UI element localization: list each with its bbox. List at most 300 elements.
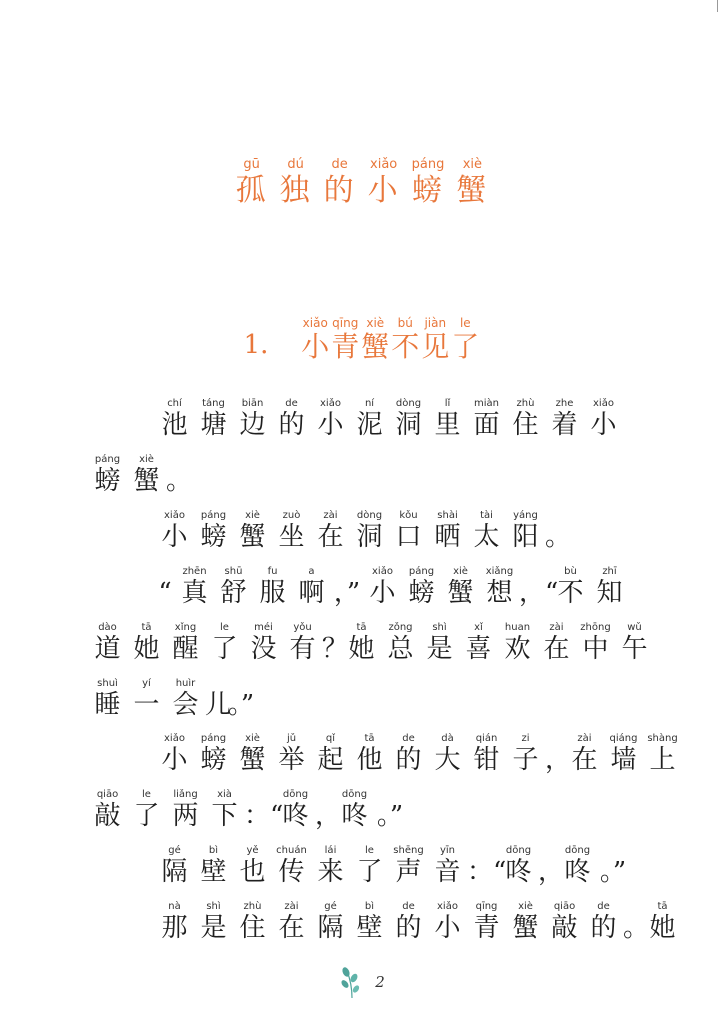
title-char	[368, 157, 400, 209]
hanzi: 蟹	[447, 578, 474, 608]
ruby-char	[350, 398, 389, 440]
ruby-char	[194, 733, 233, 775]
ruby-char	[467, 901, 506, 943]
hanzi: 敲	[94, 801, 121, 831]
pinyin: kǒu	[399, 510, 418, 521]
pinyin: xiǎo	[164, 510, 185, 521]
ruby-char	[155, 901, 194, 943]
hanzi: 螃	[94, 466, 121, 496]
hanzi: 青	[473, 913, 500, 943]
ruby-char	[576, 622, 615, 664]
pinyin: de	[597, 901, 610, 912]
pinyin: zhōng	[580, 622, 611, 633]
pinyin: dōng	[341, 789, 368, 800]
ruby-char	[272, 733, 311, 775]
pinyin: zuò	[282, 510, 301, 521]
pinyin: tā	[364, 733, 375, 744]
pinyin: qīng	[475, 901, 498, 912]
pinyin: dòng	[356, 510, 383, 521]
pinyin: chí	[167, 398, 182, 409]
ruby-char	[272, 901, 311, 943]
hanzi: 服	[259, 578, 286, 608]
hanzi: 会	[172, 690, 199, 720]
pinyin: le	[142, 789, 151, 800]
hanzi: 她	[348, 634, 375, 664]
hanzi: 小	[367, 173, 400, 208]
pinyin: jǔ	[286, 733, 297, 744]
hanzi: 来	[317, 857, 344, 887]
hanzi: 传	[278, 857, 305, 887]
ruby-char	[506, 510, 545, 552]
ruby-char	[175, 566, 214, 608]
title-char	[324, 157, 356, 209]
ruby-char	[584, 901, 623, 943]
ruby-char	[545, 901, 584, 943]
pinyin: de	[331, 157, 348, 172]
corner-mark	[717, 0, 718, 12]
pinyin: dōng	[282, 789, 309, 800]
punctuation: 。	[623, 913, 650, 943]
page-footer	[0, 965, 724, 999]
hanzi: 见	[421, 330, 450, 363]
ruby-char	[194, 845, 233, 887]
text-line	[155, 733, 682, 775]
title-char	[280, 157, 312, 209]
text-line	[88, 454, 193, 496]
punctuation: 。	[545, 522, 572, 552]
hanzi: 蟹	[361, 330, 390, 363]
ruby-char	[350, 901, 389, 943]
pinyin: shēng	[393, 845, 424, 856]
pinyin: zài	[284, 901, 299, 912]
ruby-char	[643, 733, 682, 775]
pinyin: xiè	[366, 316, 385, 330]
pinyin: huan	[504, 622, 531, 633]
hanzi: 住	[512, 410, 539, 440]
ruby-char	[499, 845, 538, 887]
pinyin: a	[308, 566, 315, 577]
title-char	[412, 157, 445, 209]
pinyin: bù	[564, 566, 577, 577]
pinyin: xiǎng	[485, 566, 514, 577]
ruby-char	[389, 733, 428, 775]
hanzi: 蟹	[133, 466, 160, 496]
pinyin: zhe	[555, 398, 574, 409]
ruby-char	[389, 398, 428, 440]
page-number: 2	[375, 973, 385, 991]
pinyin: shū	[224, 566, 243, 577]
ruby-char	[166, 678, 205, 720]
hanzi: 她	[133, 634, 160, 664]
hanzi: 下	[211, 801, 238, 831]
pinyin: xiè	[139, 454, 154, 465]
pinyin: dào	[98, 622, 117, 633]
ruby-char	[88, 454, 127, 496]
ruby-char	[381, 622, 420, 664]
ruby-char	[441, 566, 480, 608]
chapter-title-char	[331, 316, 359, 364]
hanzi: 洞	[395, 410, 422, 440]
ruby-char	[604, 733, 643, 775]
pinyin: zhī	[602, 566, 617, 577]
ruby-char	[253, 566, 292, 608]
ruby-char	[389, 901, 428, 943]
hanzi: 的	[323, 173, 356, 208]
pinyin: zi	[521, 733, 530, 744]
pinyin: bì	[208, 845, 219, 856]
hanzi: 啊	[298, 578, 325, 608]
ruby-char	[467, 398, 506, 440]
hanzi: 洞	[356, 522, 383, 552]
ruby-char	[127, 454, 166, 496]
hanzi: 她	[649, 913, 676, 943]
punctuation: 。”	[599, 857, 627, 887]
pinyin: xiǎo	[372, 566, 393, 577]
pinyin: biān	[241, 398, 264, 409]
ruby-char	[233, 845, 272, 887]
hanzi: 螃	[408, 578, 435, 608]
ruby-char	[389, 845, 428, 887]
ruby-char	[335, 789, 374, 831]
hanzi: 总	[387, 634, 414, 664]
ruby-char	[551, 566, 590, 608]
ruby-char	[342, 622, 381, 664]
chapter-title-char	[361, 316, 389, 364]
ruby-char	[88, 789, 127, 831]
chapter-number: 1．	[243, 330, 287, 360]
pinyin: bì	[364, 901, 375, 912]
pinyin: xiè	[245, 733, 260, 744]
punctuation: “	[158, 578, 172, 608]
pinyin: méi	[254, 622, 273, 633]
hanzi: 蟹	[239, 522, 266, 552]
ruby-char	[420, 622, 459, 664]
ruby-char	[88, 622, 127, 664]
hanzi: 起	[317, 745, 344, 775]
pinyin: páng	[200, 733, 227, 744]
ruby-char	[283, 622, 322, 664]
hanzi: 的	[395, 745, 422, 775]
hanzi: 太	[473, 522, 500, 552]
pinyin: liǎng	[173, 789, 198, 800]
ruby-char	[350, 510, 389, 552]
pinyin: yáng	[513, 510, 538, 521]
punctuation: 。”	[227, 690, 255, 720]
ruby-char	[428, 733, 467, 775]
hanzi: 了	[356, 857, 383, 887]
hanzi: 不	[557, 578, 584, 608]
pinyin: tā	[356, 622, 367, 633]
pinyin: xiè	[518, 901, 533, 912]
hanzi: 小	[434, 913, 461, 943]
leaf-sprig-icon	[339, 965, 365, 999]
pinyin: zhù	[243, 901, 262, 912]
hanzi: 蟹	[239, 745, 266, 775]
ruby-char	[480, 566, 519, 608]
pinyin: dōng	[505, 845, 532, 856]
pinyin: yě	[246, 845, 259, 856]
pinyin: zhù	[516, 398, 535, 409]
pinyin: bú	[397, 316, 413, 330]
hanzi: 住	[239, 913, 266, 943]
ruby-char	[311, 901, 350, 943]
hanzi: 小	[369, 578, 396, 608]
hanzi: 中	[582, 634, 609, 664]
ruby-char	[545, 398, 584, 440]
pinyin: de	[285, 398, 298, 409]
pinyin: páng	[411, 157, 445, 172]
pinyin: zǒng	[388, 622, 413, 633]
pinyin: dòng	[395, 398, 422, 409]
ruby-char	[459, 622, 498, 664]
pinyin: lǐ	[444, 398, 451, 409]
ruby-char	[233, 510, 272, 552]
pinyin: zhēn	[182, 566, 207, 577]
ruby-char	[214, 566, 253, 608]
ruby-char	[127, 622, 166, 664]
hanzi: 睡	[94, 690, 121, 720]
hanzi: 边	[239, 410, 266, 440]
hanzi: 真	[181, 578, 208, 608]
pinyin: xiǎo	[164, 733, 185, 744]
hanzi: 壁	[200, 857, 227, 887]
hanzi: 道	[94, 634, 121, 664]
pinyin: ní	[364, 398, 375, 409]
pinyin: páng	[94, 454, 121, 465]
pinyin: gé	[324, 901, 337, 912]
hanzi: 小	[317, 410, 344, 440]
hanzi: 舒	[220, 578, 247, 608]
hanzi: 了	[133, 801, 160, 831]
pinyin: huìr	[175, 678, 196, 689]
text-line	[88, 789, 406, 831]
pinyin: le	[365, 845, 374, 856]
hanzi: 是	[200, 913, 227, 943]
punctuation: ，”	[333, 578, 361, 608]
hanzi: 蟹	[456, 173, 489, 208]
ruby-char	[311, 845, 350, 887]
pinyin: xià	[217, 789, 232, 800]
punctuation: ，“	[519, 578, 559, 608]
hanzi: 了	[211, 634, 238, 664]
hanzi: 两	[172, 801, 199, 831]
pinyin: yǒu	[293, 622, 312, 633]
hanzi: 欢	[504, 634, 531, 664]
ruby-char	[565, 733, 604, 775]
ruby-char	[428, 510, 467, 552]
hanzi: 独	[279, 173, 312, 208]
pinyin: dōng	[564, 845, 591, 856]
pinyin: shàng	[647, 733, 678, 744]
punctuation: ，	[538, 857, 565, 887]
ruby-char	[558, 845, 597, 887]
ruby-char	[428, 901, 467, 943]
hanzi: 喜	[465, 634, 492, 664]
punctuation: 。	[166, 466, 193, 496]
punctuation: 。”	[376, 801, 404, 831]
hanzi: 面	[473, 410, 500, 440]
hanzi: 是	[426, 634, 453, 664]
hanzi: 声	[395, 857, 422, 887]
hanzi: 蟹	[512, 913, 539, 943]
ruby-char	[363, 566, 402, 608]
story-title	[0, 157, 724, 209]
punctuation: ：“	[244, 801, 284, 831]
pinyin: qiāo	[96, 789, 119, 800]
ruby-char	[590, 566, 629, 608]
ruby-char	[643, 901, 682, 943]
ruby-char	[402, 566, 441, 608]
hanzi: 咚	[564, 857, 591, 887]
hanzi: 小	[590, 410, 617, 440]
hanzi: 咚	[341, 801, 368, 831]
hanzi: 在	[317, 522, 344, 552]
ruby-char	[166, 789, 205, 831]
hanzi: 的	[590, 913, 617, 943]
hanzi: 口	[395, 522, 422, 552]
ruby-char	[272, 845, 311, 887]
punctuation: ，	[545, 745, 572, 775]
hanzi: 墙	[610, 745, 637, 775]
ruby-char	[155, 845, 194, 887]
pinyin: xiè	[453, 566, 468, 577]
chapter-title-char	[421, 316, 449, 364]
hanzi: 没	[250, 634, 277, 664]
hanzi: 也	[239, 857, 266, 887]
pinyin: fu	[267, 566, 278, 577]
ruby-char	[127, 789, 166, 831]
ruby-char	[467, 733, 506, 775]
pinyin: xiǎo	[320, 398, 341, 409]
hanzi: 坐	[278, 522, 305, 552]
hanzi: 咚	[505, 857, 532, 887]
ruby-char	[166, 622, 205, 664]
ruby-char	[389, 510, 428, 552]
hanzi: 音	[434, 857, 461, 887]
hanzi: 小	[161, 522, 188, 552]
text-line	[155, 566, 629, 608]
hanzi: 阳	[512, 522, 539, 552]
ruby-char	[233, 733, 272, 775]
pinyin: xǐ	[474, 622, 483, 633]
ruby-char	[428, 845, 467, 887]
pinyin: xiǎo	[370, 157, 398, 172]
pinyin: shì	[206, 901, 221, 912]
pinyin: le	[220, 622, 229, 633]
pinyin: chuán	[276, 845, 307, 856]
ruby-char	[155, 510, 194, 552]
pinyin: dà	[441, 733, 454, 744]
hanzi: 有	[289, 634, 316, 664]
pinyin: zài	[577, 733, 592, 744]
pinyin: xiǎo	[437, 901, 458, 912]
chapter-title-char	[451, 316, 479, 364]
pinyin: tài	[480, 510, 493, 521]
hanzi: 泥	[356, 410, 383, 440]
ruby-char	[205, 622, 244, 664]
hanzi: 隔	[317, 913, 344, 943]
pinyin: qīng	[332, 316, 359, 330]
ruby-char	[506, 901, 545, 943]
ruby-char	[350, 845, 389, 887]
hanzi: 的	[278, 410, 305, 440]
pinyin: gé	[168, 845, 181, 856]
ruby-char	[428, 398, 467, 440]
pinyin: táng	[202, 398, 225, 409]
ruby-char	[194, 510, 233, 552]
pinyin: de	[402, 901, 415, 912]
hanzi: 着	[551, 410, 578, 440]
hanzi: 子	[512, 745, 539, 775]
hanzi: 想	[486, 578, 513, 608]
hanzi: 咚	[282, 801, 309, 831]
hanzi: 小	[301, 330, 330, 363]
ruby-char	[127, 678, 166, 720]
pinyin: xiè	[462, 157, 483, 172]
ruby-char	[311, 733, 350, 775]
chapter-title-char	[301, 316, 329, 364]
pinyin: xiǎo	[302, 316, 328, 330]
ruby-char	[155, 398, 194, 440]
ruby-char	[155, 733, 194, 775]
pinyin: páng	[200, 510, 227, 521]
hanzi: 池	[161, 410, 188, 440]
hanzi: 在	[543, 634, 570, 664]
ruby-char	[615, 622, 654, 664]
ruby-char	[244, 622, 283, 664]
pinyin: wǔ	[627, 622, 642, 633]
pinyin: zài	[549, 622, 564, 633]
text-line	[155, 845, 629, 887]
pinyin: shì	[432, 622, 447, 633]
pinyin: de	[402, 733, 415, 744]
hanzi: 里	[434, 410, 461, 440]
pinyin: le	[459, 316, 471, 330]
hanzi: 壁	[356, 913, 383, 943]
hanzi: 上	[649, 745, 676, 775]
pinyin: zài	[323, 510, 338, 521]
pinyin: jiàn	[424, 316, 447, 330]
pinyin: páng	[408, 566, 435, 577]
hanzi: 醒	[172, 634, 199, 664]
ruby-char	[276, 789, 315, 831]
hanzi: 午	[621, 634, 648, 664]
hanzi: 那	[161, 913, 188, 943]
hanzi: 螃	[412, 173, 444, 208]
hanzi: 在	[571, 745, 598, 775]
pinyin: dú	[287, 157, 304, 172]
ruby-char	[205, 789, 244, 831]
title-char	[236, 157, 268, 209]
hanzi: 了	[451, 330, 480, 363]
text-line	[88, 678, 257, 720]
ruby-char	[537, 622, 576, 664]
pinyin: shuì	[97, 678, 118, 689]
punctuation: ，	[315, 801, 342, 831]
ruby-char	[233, 398, 272, 440]
hanzi: 螃	[200, 745, 227, 775]
ruby-char	[506, 733, 545, 775]
hanzi: 在	[278, 913, 305, 943]
hanzi: 塘	[200, 410, 227, 440]
text-line	[88, 622, 654, 664]
chapter-title-char	[391, 316, 419, 364]
pinyin: xiè	[245, 510, 260, 521]
hanzi: 钳	[473, 745, 500, 775]
hanzi: 螃	[200, 522, 227, 552]
hanzi: 举	[278, 745, 305, 775]
pinyin: qiáng	[609, 733, 638, 744]
